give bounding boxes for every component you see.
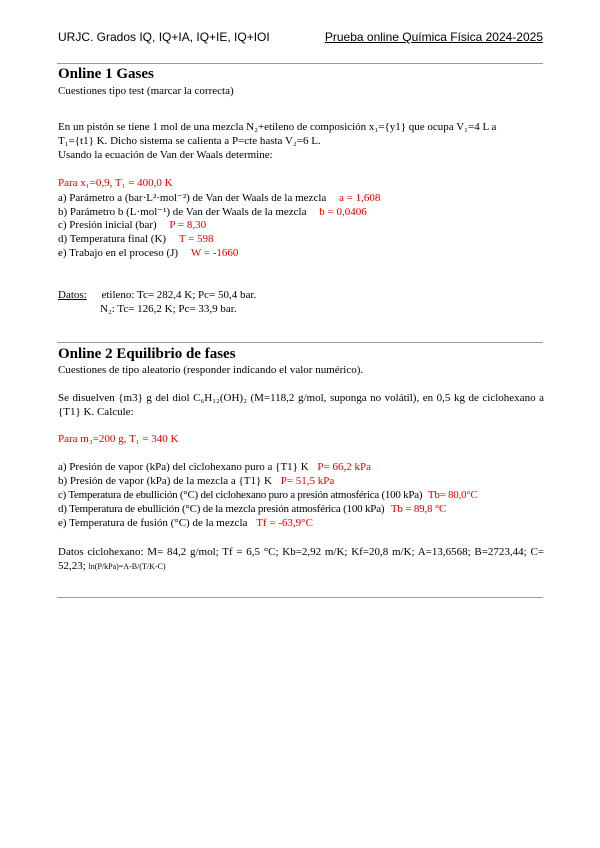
datos-label: Datos: <box>58 289 87 301</box>
header-exam-title: Prueba online Química Física 2024-2025 <box>324 30 543 44</box>
section1-datos-2: N₂: Tc= 126,2 K; Pc= 33,9 bar. <box>100 303 237 315</box>
question-text: d) Temperatura final (K) <box>58 233 167 245</box>
divider <box>57 342 543 343</box>
section1-item-a <box>58 191 380 204</box>
section2-item-d <box>58 503 446 515</box>
answer: P= 51,5 kPa <box>280 475 335 487</box>
answer: P= 66,2 kPa <box>317 461 371 473</box>
section1-item-e <box>58 247 238 259</box>
section2-item-c <box>58 489 478 501</box>
question-text: a) Presión de vapor (kPa) del ciclohexano puro a {T1} K <box>58 461 309 473</box>
answer: Tb= 80,0°C <box>427 489 478 501</box>
section2-given: Para m₃=200 g, T₁ = 340 K <box>58 433 179 445</box>
answer: Tb = 89,8 °C <box>390 503 447 515</box>
question-text: e) Temperatura de fusión (°C) de la mezcla <box>58 517 248 529</box>
section2-subtitle: Cuestiones de tipo aleatorio (responder indicando el valor numérico). <box>58 364 364 376</box>
section1-intro-2: T₁={t1} K. Dicho sistema se calienta a P=cte hasta V₂=6 L. <box>58 135 321 147</box>
divider <box>57 597 543 598</box>
section1-intro-3: Usando la ecuación de Van der Waals determine: <box>58 149 273 161</box>
question-text: d) Temperatura de ebullición (°C) de la mezcla presión atmosférica (100 kPa) <box>58 503 385 515</box>
section1-item-c <box>58 219 206 231</box>
answer: b = 0,0406 <box>319 206 367 218</box>
section1-given: Para x₁=0,9, T₁ = 400,0 K <box>58 177 173 189</box>
datos-text: Datos ciclohexano: M= 84,2 g/mol; Tf = 6,5 °C; Kb=2,92 m/K; Kf=20,8 m/K; A=13,6568; B=2723,44; C= 52,23; <box>58 546 544 572</box>
answer: Tf = -63,9°C <box>256 517 313 529</box>
question-text: e) Trabajo en el proceso (J) <box>58 247 179 259</box>
section1-intro-1: En un pistón se tiene 1 mol de una mezcla N₂+etileno de composición x₁={y1} que ocupa V₁=4 L a <box>58 121 497 133</box>
section2-item-a <box>58 461 371 473</box>
question-text: b) Presión de vapor (kPa) de la mezcla a {T1} K <box>58 475 272 487</box>
question-text: c) Presión inicial (bar) <box>58 219 157 231</box>
question-text: b) Parámetro b (L·mol⁻¹) de Van der Waals de la mezcla <box>58 206 307 218</box>
section1-datos-1 <box>58 289 256 301</box>
section2-item-b <box>58 475 334 487</box>
answer: P = 8,30 <box>169 219 207 231</box>
section1-item-d <box>58 233 214 245</box>
datos-etileno: etileno: Tc= 282,4 K; Pc= 50,4 bar. <box>101 289 257 301</box>
divider <box>57 63 543 64</box>
question-text: a) Parámetro a (bar·L²·mol⁻²) de Van der Waals de la mezcla <box>58 192 327 204</box>
header-course: URJC. Grados IQ, IQ+IA, IQ+IE, IQ+IOI <box>58 30 270 44</box>
section2-item-e <box>58 517 313 529</box>
formula: ln(P/kPa)=A-B/(T/K-C) <box>88 562 166 571</box>
answer: W = -1660 <box>190 247 239 259</box>
section2-datos <box>58 545 544 574</box>
section1-title: Online 1 Gases <box>58 66 154 82</box>
section2-intro: Se disuelven {m3} g del diol C₆H₁₂(OH)₂ (M=118,2 g/mol, suponga no volátil), en 0,5 kg de ciclohexano a {T1} K. Calcule: <box>58 392 544 418</box>
answer: T = 598 <box>178 233 214 245</box>
section1-item-b <box>58 205 367 218</box>
section2-title: Online 2 Equilibrio de fases <box>58 346 236 362</box>
section1-subtitle: Cuestiones tipo test (marcar la correcta) <box>58 85 234 97</box>
answer: a = 1,608 <box>339 192 381 204</box>
question-text: c) Temperatura de ebullición (°C) del ciclohexano puro a presión atmosférica (100 kPa) <box>58 489 423 501</box>
